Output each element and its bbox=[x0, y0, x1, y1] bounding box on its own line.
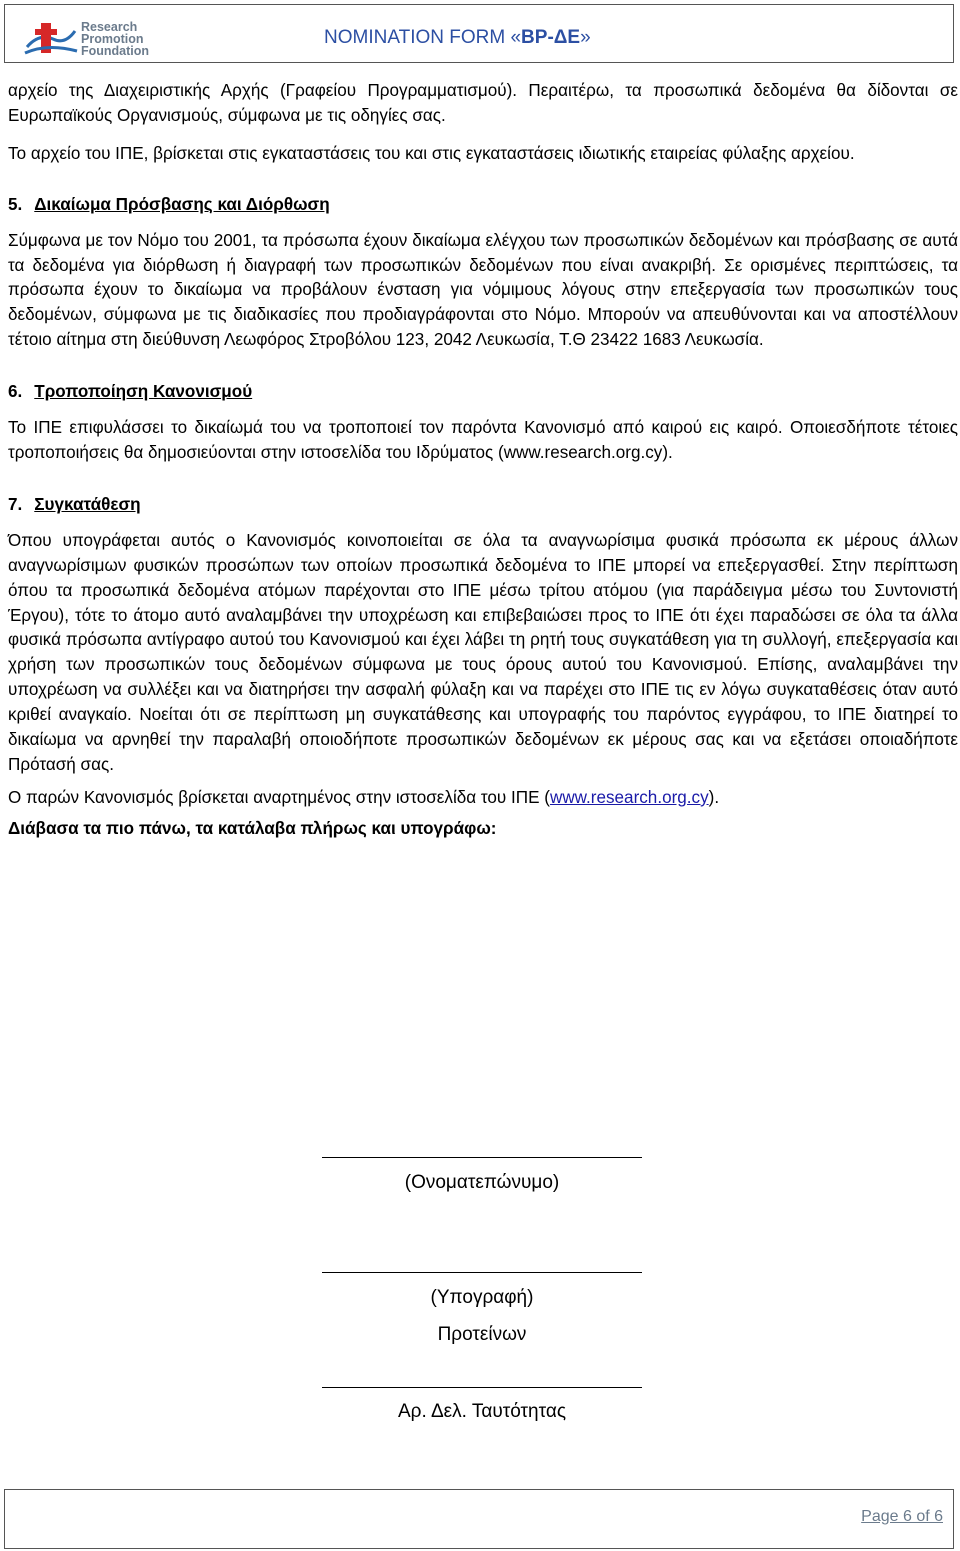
intro-paragraph-1: αρχείο της Διαχειριστικής Αρχής (Γραφείου Προγραμματισμού). Περαιτέρω, τα προσωπικά δεδομένα θα δίδονται σε Ευρωπαϊκούς Οργανισμούς, σύμφωνα με τις οδηγίες σας. bbox=[8, 81, 958, 125]
document-body bbox=[8, 79, 958, 842]
section-5-text: Σύμφωνα με τον Νόμο του 2001, τα πρόσωπα έχουν δικαίωμα ελέγχου των προσωπικών δεδομένων και πρόσβασης σε αυτά τα δεδομένα για διόρθωση ή διαγραφή των προσωπικών δεδομένων που είναι ανακριβή. Σε ορισμένες περιπτώσεις, τα πρόσωπα έχουν το δικαίωμα να προβάλουν ένσταση για νόμιμους λόγους στην επεξεργασία των προσωπικών τους δεδομένων, σύμφωνα με τις διαδικασίες που προδιαγράφονται στο Νόμο. Μπορούν να απευθύνονται και να αποστέλλουν τέτοιο αίτημα στη διεύθυνση Λεωφόρος Στροβόλου 123, 2042 Λευκωσία, Τ.Θ 23422 1683 Λευκωσία. bbox=[8, 230, 958, 350]
section-7-title: Συγκατάθεση bbox=[34, 494, 141, 514]
logo-text bbox=[81, 21, 149, 57]
section-6-heading bbox=[8, 380, 958, 405]
section-7-number: 7. bbox=[8, 494, 23, 514]
signature-label: (Υπογραφή) bbox=[430, 1287, 534, 1308]
section-5-title: Δικαίωμα Πρόσβασης και Διόρθωση bbox=[34, 194, 330, 214]
form-title bbox=[324, 27, 591, 49]
section-5-number: 5. bbox=[8, 194, 23, 214]
confirmation-statement: Διάβασα τα πιο πάνω, τα κατάλαβα πλήρως και υπογράφω: bbox=[8, 818, 497, 838]
intro-paragraph-2: Το αρχείο του ΙΠΕ, βρίσκεται στις εγκαταστάσεις του και στις εγκαταστάσεις ιδιωτικής εταιρείας φύλαξης αρχείου. bbox=[8, 143, 855, 163]
form-title-code: ΒΡ-ΔΕ bbox=[521, 27, 581, 48]
logo-line-3: Foundation bbox=[81, 44, 150, 58]
posted-prefix: Ο παρών Κανονισμός βρίσκεται αναρτημένος στην ιστοσελίδα του ΙΠΕ ( bbox=[8, 787, 550, 807]
id-signature-line bbox=[322, 1387, 642, 1388]
id-label: Αρ. Δελ. Ταυτότητας bbox=[397, 1401, 566, 1422]
page-footer bbox=[4, 1489, 954, 1549]
logo-line-2: Promotion bbox=[81, 32, 144, 46]
proposer-label: Προτείνων bbox=[437, 1324, 527, 1345]
section-6-number: 6. bbox=[8, 382, 23, 402]
section-7-text: Όπου υπογράφεται αυτός ο Κανονισμός κοινοποιείται σε όλα τα αναγνωρίσιμα φυσικά πρόσωπα εκ μέρους άλλων αναγνωρίσιμων φυσικών προσώπων των οποίων προσωπικά δεδομένα το ΙΠΕ μπορεί να επεξεργασθεί. Στην περίπτωση όπου τα προσωπικά δεδομένα ατόμων παρέχονται στο ΙΠΕ μέσω τρίτου ατόμου (για παράδειγμα μέσω του Συντονιστή Έργου), τότε το άτομο αυτό αναλαμβάνει την υποχρέωση και επιβεβαιώσει προς το ΙΠΕ ότι έχει παραδώσει σε όλα τα άλλα φυσικά πρόσωπα αντίγραφο αυτού του Κανονισμού και έχει λάβει τη ρητή τους συγκατάθεση για τη συλλογή, επεξεργασία και χρήση των προσωπικών τους δεδομένων σύμφωνα με τους όρους αυτού του Κανονισμού. Επίσης, αναλαμβάνει την υποχρέωση να συλλέξει και να διατηρήσει την ασφαλή φύλαξη και να παρέχει στο ΙΠΕ τις εν λόγω συγκαταθέσεις όταν αυτό κριθεί αναγκαίο. Νοείται ότι σε περίπτωση μη συγκατάθεσης και υπογραφής του παρόντος εγγράφου, το ΙΠΕ διατηρεί το δικαίωμα να αρνηθεί την παραλαβή οποιοδήποτε προσωπικών δεδομένων εκ μέρους σας και να εξετάσει οποιαδήποτε Πρότασή σας. bbox=[8, 530, 958, 774]
name-label: (Ονοματεπώνυμο) bbox=[404, 1172, 560, 1193]
name-signature-line bbox=[322, 1157, 642, 1158]
page-number: Page 6 of 6 bbox=[861, 1508, 943, 1525]
signature-line bbox=[322, 1272, 642, 1273]
section-6-text: Το ΙΠΕ επιφυλάσσει το δικαίωμά του να τροποποιεί τον παρόντα Κανονισμό από καιρού εις καιρό. Οποιεσδήποτε τέτοιες τροποποιήσεις θα δημοσιεύονται στην ιστοσελίδα του Ιδρύματος (www.research.org.cy). bbox=[8, 418, 958, 462]
section-7-heading bbox=[8, 493, 958, 518]
section-5-heading bbox=[8, 193, 958, 218]
form-title-prefix: NOMINATION FORM « bbox=[324, 27, 522, 48]
research-website-link[interactable]: www.research.org.cy bbox=[549, 787, 709, 807]
form-title-suffix: » bbox=[580, 27, 591, 48]
posted-suffix: ). bbox=[708, 787, 720, 807]
section-6-title: Τροποποίηση Κανονισμού bbox=[34, 382, 253, 402]
logo-line-1: Research bbox=[81, 20, 138, 34]
posted-notice bbox=[8, 786, 958, 811]
